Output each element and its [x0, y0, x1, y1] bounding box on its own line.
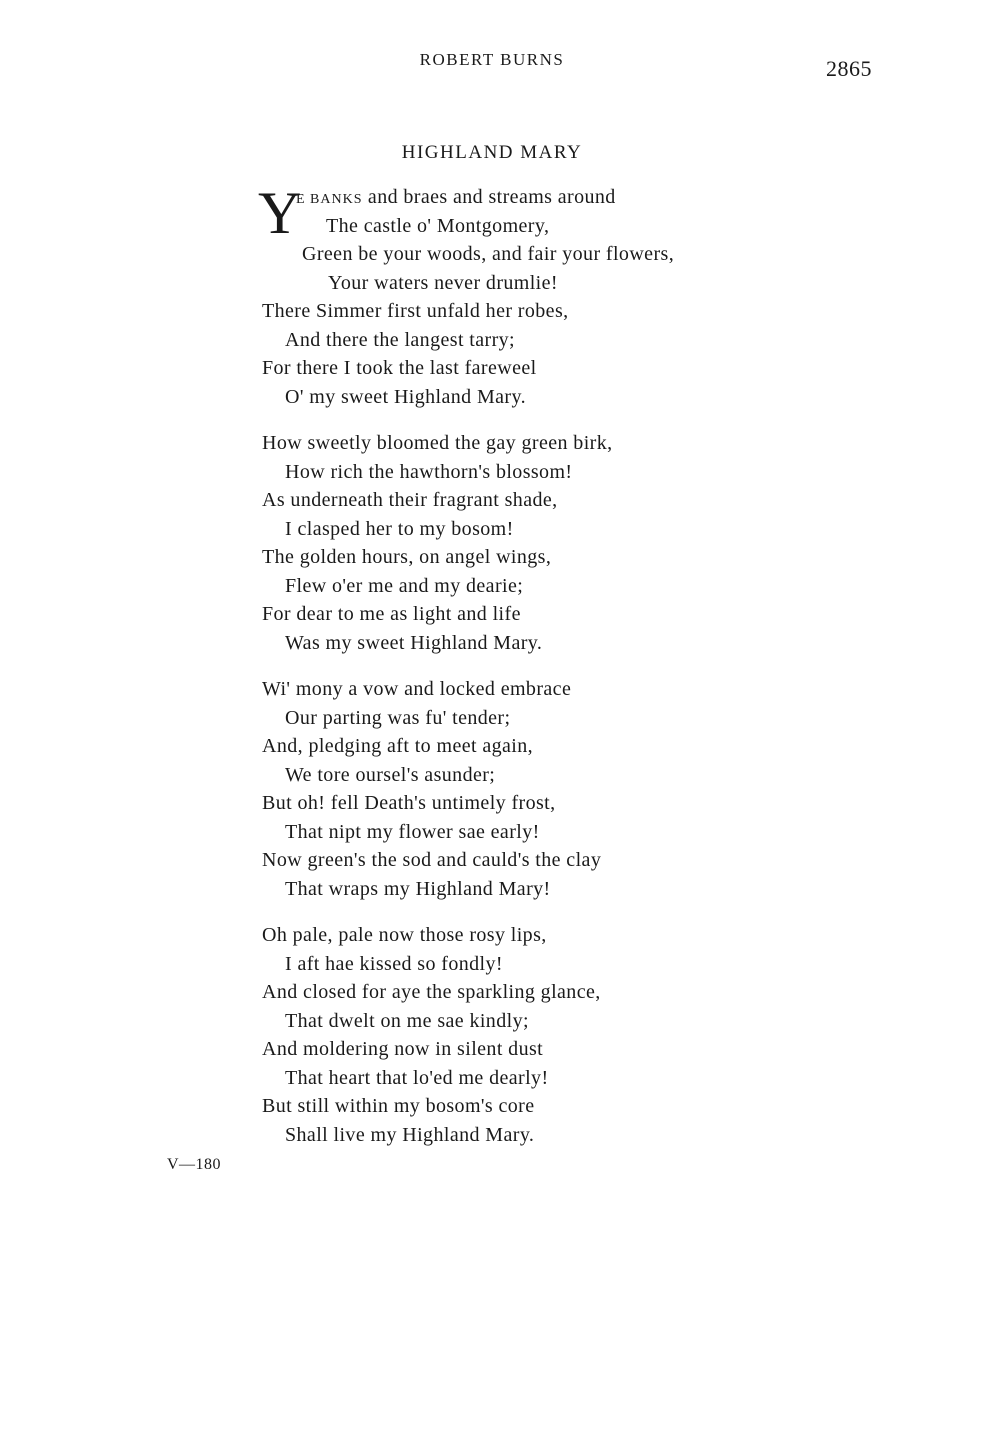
poem-line: And moldering now in silent dust: [262, 1038, 544, 1060]
poem-line: I aft hae kissed so fondly!: [285, 952, 503, 975]
poem-line: We tore oursel's asunder;: [285, 763, 496, 786]
stanza-2: [262, 429, 882, 657]
poem-line: That wraps my Highland Mary!: [285, 877, 551, 900]
poem-line: For there I took the last fareweel: [262, 357, 537, 379]
poem-line: Now green's the sod and cauld's the clay: [262, 849, 602, 871]
stanza-3: [262, 675, 882, 903]
page-number: 2865: [826, 56, 872, 81]
poem-body: [258, 180, 882, 1167]
poem-line: But still within my bosom's core: [262, 1095, 535, 1117]
poem-line: I clasped her to my bosom!: [285, 517, 514, 540]
printer-signature: V—180: [167, 1156, 222, 1173]
poem-line: Green be your woods, and fair your flowers,: [302, 243, 675, 265]
poem-line: That nipt my flower sae early!: [285, 820, 540, 843]
poem-line: And closed for aye the sparkling glance,: [262, 981, 601, 1003]
stanza-1: [258, 180, 882, 411]
poem-line: For dear to me as light and life: [262, 603, 521, 625]
poem-line: How sweetly bloomed the gay green birk,: [262, 432, 613, 454]
drop-cap: Y: [258, 180, 302, 246]
poem-line: How rich the hawthorn's blossom!: [285, 460, 573, 483]
poem-line: Wi' mony a vow and locked embrace: [262, 678, 572, 700]
poem-line: And, pledging aft to meet again,: [262, 735, 534, 757]
poem-line: Our parting was fu' tender;: [285, 706, 511, 729]
stanza-4: [262, 921, 882, 1149]
poem-line: Was my sweet Highland Mary.: [285, 631, 543, 654]
poem-line: As underneath their fragrant shade,: [262, 489, 558, 511]
poem-line: The golden hours, on angel wings,: [262, 546, 552, 568]
poem-line: There Simmer first unfald her robes,: [262, 300, 569, 322]
poem-title: HIGHLAND MARY: [401, 142, 583, 163]
poem-line: O' my sweet Highland Mary.: [285, 385, 526, 408]
running-head: ROBERT BURNS: [419, 50, 565, 69]
poem-line: That dwelt on me sae kindly;: [285, 1009, 529, 1032]
poem-line: Your waters never drumlie!: [328, 271, 558, 294]
first-line-text: and braes and streams around: [362, 186, 616, 208]
poem-line: Shall live my Highland Mary.: [285, 1123, 535, 1146]
poem-line: And there the langest tarry;: [285, 328, 516, 351]
poem-line: The castle o' Montgomery,: [326, 214, 550, 237]
poem-line: But oh! fell Death's untimely frost,: [262, 792, 556, 814]
poem-line: That heart that lo'ed me dearly!: [285, 1066, 549, 1089]
poem-line: Flew o'er me and my dearie;: [285, 574, 524, 597]
poem-line: Oh pale, pale now those rosy lips,: [262, 924, 547, 946]
small-caps-opening: E BANKS: [296, 192, 363, 207]
